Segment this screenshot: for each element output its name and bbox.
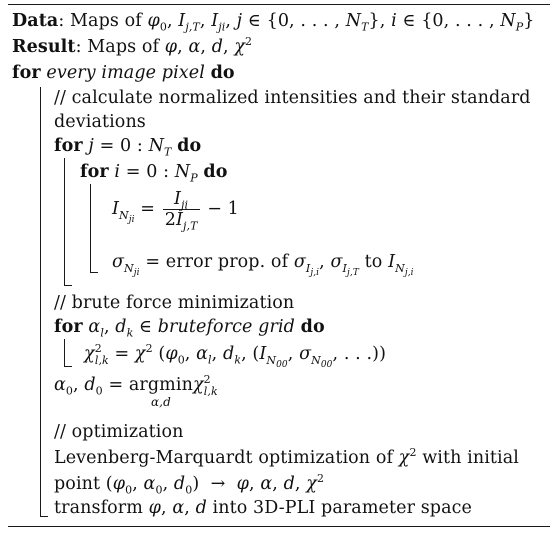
loop-i-bar	[90, 184, 91, 272]
lm-line-2: point ($\varphi_0$, $\alpha_0$, $d_0) \to \varphi$, α, d, $\chi^2$	[54, 472, 325, 497]
result-line: Result: Maps of φ, α, d, $\chi^2$	[12, 35, 253, 57]
sigma-line: $\sigma_{N_{ji}}$ = error prop. of $\sigma_{I_{j,i}}$, $\sigma_{I_{j,T}}$ to $I_{N_{j,i}}$	[112, 252, 414, 278]
transform-line: transform φ, α, d into 3D-PLI parameter space	[54, 498, 472, 518]
result-text: Maps of φ, α, d, $\chi^2$	[87, 35, 253, 57]
data-text: Maps of $\varphi_0$, $I_{j,T}$, $I_{ji}$, j ∈ {0, . . . , $N_T$}, i ∈ {0, . . . , $N_P$}	[70, 11, 535, 34]
loop-j-line	[54, 134, 201, 158]
brute-do: do	[300, 317, 325, 337]
outer-loop-line	[12, 61, 235, 85]
loop-j-bar	[64, 158, 65, 285]
result-keyword: Result	[12, 37, 76, 57]
outer-block-foot	[40, 516, 48, 517]
loop-i-line	[80, 160, 227, 184]
lm-line-1: Levenberg-Marquardt optimization of $\chi^2$ with initial	[54, 446, 519, 468]
loop-i-for: for	[80, 162, 109, 182]
brute-foot	[64, 366, 72, 367]
top-rule	[8, 4, 550, 5]
brute-for: for	[54, 317, 83, 337]
normalized-intensity: $I_{N_{ji}}$ = $\frac{I_{ji}}{2I_{j,T}}$ − 1	[112, 189, 239, 233]
bottom-rule	[8, 526, 550, 527]
loop-i-range: i = 0 : $N_P$	[114, 162, 198, 185]
outer-condition: every image pixel	[46, 63, 205, 83]
comment-optimization: // optimization	[54, 422, 184, 442]
loop-j-do: do	[177, 136, 202, 156]
comment-normalize-cont: deviations	[54, 112, 146, 132]
argmin-operator: argmin α,d	[128, 375, 193, 409]
chi-line: $\chi^2_{l,k} = \chi^2$ ($\varphi_0$, $\alpha_l$, $d_k$, ($I_{N_{00}}$, $\sigma_{N_{00}}$, . . .))	[84, 342, 387, 370]
sigma-text: error prop. of	[165, 252, 289, 272]
outer-for-keyword: for	[12, 63, 41, 83]
comment-normalize: // calculate normalized intensities and their standard	[54, 88, 531, 108]
loop-i-do: do	[203, 162, 228, 182]
loop-i-foot	[90, 272, 98, 273]
outer-do-keyword: do	[210, 63, 235, 83]
loop-j-foot	[64, 285, 72, 286]
brute-grid: bruteforce grid	[157, 317, 295, 337]
comment-brute: // brute force minimization	[54, 293, 295, 313]
intensity-fraction: $\frac{I_{ji}}{2I_{j,T}}$	[164, 189, 198, 233]
intensity-tail: − 1	[207, 199, 239, 219]
loop-j-for: for	[54, 136, 83, 156]
data-keyword: Data	[12, 11, 59, 31]
brute-loop-line: for $\alpha_l$, $d_k$ ∈ bruteforce grid do	[54, 317, 325, 340]
outer-block-bar	[40, 87, 41, 516]
brute-bar	[64, 339, 65, 366]
argmin-line: $\alpha_0$, $d_0$ = argmin α,d $\chi^2_{l,k}$	[54, 373, 218, 409]
data-line: Data: Maps of $\varphi_0$, $I_{j,T}$, $I_{ji}$, j ∈ {0, . . . , $N_T$}, i ∈ {0, . . . , $N_P$}	[12, 11, 535, 34]
loop-j-range: j = 0 : $N_T$	[88, 136, 172, 159]
